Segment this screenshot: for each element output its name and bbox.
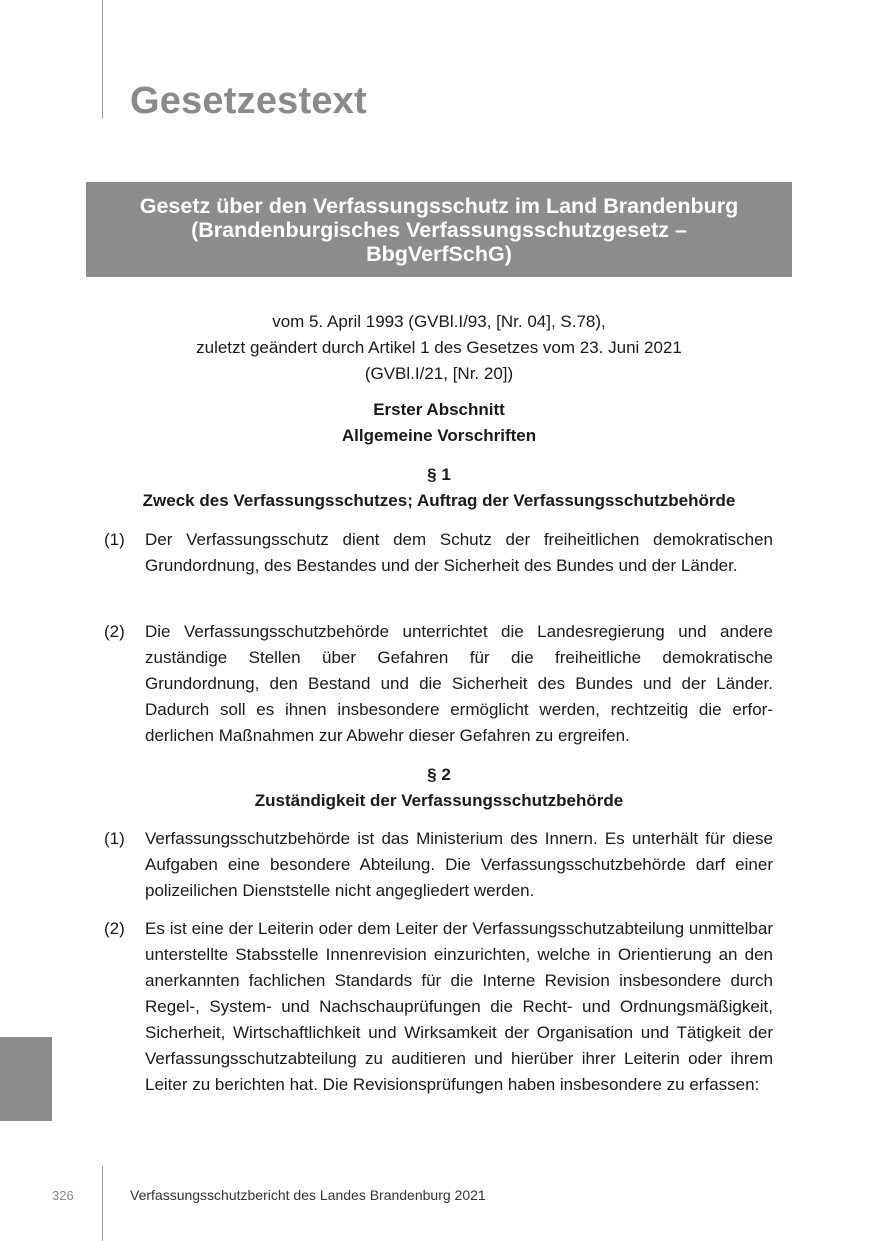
paragraph-1-section-1 <box>104 527 773 579</box>
paragraph-1-section-2 <box>104 619 773 749</box>
section-number: (1) <box>104 829 125 848</box>
footer-title: Verfassungsschutzbericht des Landes Brandenburg 2021 <box>130 1187 486 1203</box>
law-title-banner <box>86 182 792 277</box>
section-text: Verfassungsschutzbehörde ist das Ministerium des Innern. Es unterhält für diese Aufgaben eine besondere Abteilung. Die Verfassungsschutzbehörde darf einer polizeilichen Dienststelle nicht angegliedert werden. <box>145 829 773 900</box>
meta-line: vom 5. April 1993 (GVBl.I/93, [Nr. 04], S.78), <box>272 312 606 331</box>
margin-rule-top <box>102 0 103 118</box>
paragraph-1-number: § 1 <box>427 465 451 484</box>
section-text: Die Verfassungsschutzbehörde unterrichtet die Landesregierung und andere zuständige Stellen über Gefahren für die freiheitliche demokratische Grundordnung, den Bestand und die Sicherheit des Bundes und der Länder. Dadurch soll es ihnen insbesondere ermöglicht werden, rechtzeitig die erforderlichen Maßnahmen zur Abwehr dieser Gefahren zu ergreifen. <box>145 622 773 745</box>
abschnitt-number: Erster Abschnitt <box>373 400 505 419</box>
paragraph-2-section-2 <box>104 916 773 1098</box>
law-title-line: (Brandenburgisches Verfassungsschutzgesetz – <box>191 217 687 242</box>
page-number: 326 <box>52 1188 74 1203</box>
law-title-line: BbgVerfSchG) <box>366 241 512 266</box>
section-number: (1) <box>104 530 125 549</box>
paragraph-1-heading <box>86 462 792 514</box>
section-number: (2) <box>104 919 125 938</box>
section-text: Der Verfassungsschutz dient dem Schutz der freiheitlichen demokratischen Grundordnung, des Bestandes und der Sicherheit des Bundes und der Länder. <box>145 530 773 575</box>
section-number: (2) <box>104 622 125 641</box>
law-meta <box>86 309 792 387</box>
paragraph-1-title: Zweck des Verfassungsschutzes; Auftrag der Verfassungsschutzbehörde <box>142 491 736 510</box>
paragraph-2-heading <box>86 762 792 814</box>
paragraph-2-number: § 2 <box>427 765 451 784</box>
meta-line: (GVBl.I/21, [Nr. 20]) <box>364 364 514 383</box>
law-title-line: Gesetz über den Verfassungsschutz im Land Brandenburg <box>139 193 739 218</box>
paragraph-2-section-1 <box>104 826 773 904</box>
paragraph-2-title: Zuständigkeit der Verfassungsschutzbehörde <box>254 791 624 810</box>
abschnitt-title: Allgemeine Vorschriften <box>341 426 537 445</box>
section-text: Es ist eine der Leiterin oder dem Leiter der Verfassungsschutzabteilung unmittelbar unterstellte Stabsstelle Innenrevision einzurichten, welche in Orientierung an den anerkannten fachlichen Standards für die Interne Revision insbesondere durch Regel-, System- und Nachschauprüfungen die Recht- und Ordnungsmäßigkeit, Sicherheit, Wirtschaftlichkeit und Wirksamkeit der Organisation und Tätigkeit der Verfassungsschutzabteilung zu auditieren und hierüber ihrer Leiterin oder ihrem Leiter zu berichten hat. Die Revisionsprüfungen haben insbesondere zu erfassen: <box>145 919 773 1094</box>
section-title: Gesetzestext <box>130 80 367 122</box>
margin-rule-bottom <box>102 1166 103 1241</box>
chapter-tab-marker <box>0 1037 52 1121</box>
abschnitt-heading <box>86 397 792 449</box>
meta-line: zuletzt geändert durch Artikel 1 des Gesetzes vom 23. Juni 2021 <box>196 338 682 357</box>
